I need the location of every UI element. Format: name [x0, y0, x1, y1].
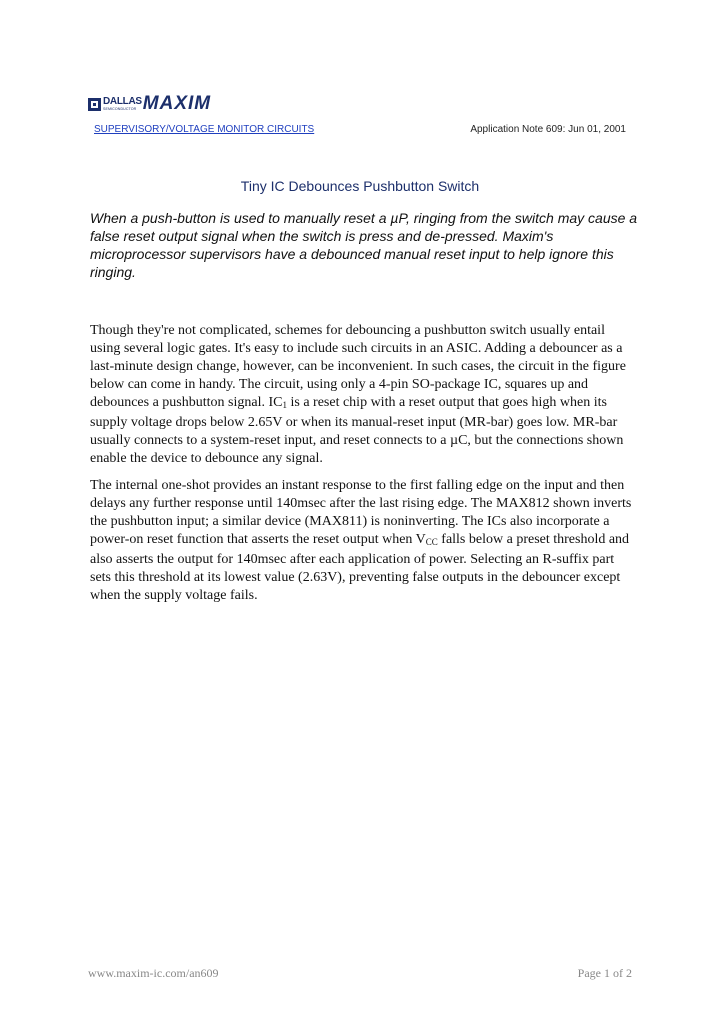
paragraph-text: The internal one-shot provides an instant response to the first falling edge on the input and then delays any further response until 140msec after the last rising edge. The MAX812 shown inverts the pushbutton input; a similar device (MAX811) is noninverting. The ICs also incorporate a power-on reset function that asserts the reset output when V: [90, 478, 632, 547]
footer-url: www.maxim-ic.com/an609: [88, 966, 219, 980]
paragraph-text: Though they're not complicated, schemes for debouncing a pushbutton switch usually entail using several logic gates. It's easy to include such circuits in an ASIC. Adding a debouncer as a last-minute design change, however, can be inconvenient. In such cases, the circuit in the figure below can come in handy. The circuit, using only a 4-pin SO-package IC, squares up and debounces a pushbutton signal. IC: [90, 323, 626, 410]
page-number: Page 1 of 2: [577, 966, 632, 980]
dallas-name: DALLAS: [103, 95, 142, 107]
article-abstract: When a push-button is used to manually reset a µP, ringing from the switch may cause a false reset output signal when the switch is press and de-pressed. Maxim's microprocessor supervisors have a debounced manual reset input to help ignore this ringing.: [90, 210, 638, 280]
company-logo: [88, 95, 211, 113]
dallas-subtitle: SEMICONDUCTOR: [103, 106, 137, 111]
paragraph-text: falls below a preset threshold and also asserts the output for 140msec after each application of power. Selecting an R-suffix part sets this threshold at its lowest value (2.63V), preventing false outputs in the debouncer except when the supply voltage fails.: [90, 532, 630, 603]
subscript: 1: [282, 400, 287, 410]
subscript: CC: [425, 537, 438, 547]
app-note-info: Application Note 609: Jun 01, 2001: [470, 124, 626, 135]
body-paragraph-1: [90, 322, 636, 468]
paragraph-text: is a reset chip with a reset output that goes high when its supply voltage drops below 2.65V or when its manual-reset input (MR-bar) goes low. MR-bar usually connects to a system-reset input, and reset connects to a µC, but the connections shown enable the device to debounce any signal.: [90, 395, 624, 466]
dallas-logo-icon: [88, 98, 101, 111]
dallas-wordmark: [103, 97, 142, 112]
article-title: Tiny IC Debounces Pushbutton Switch: [240, 178, 480, 194]
body-paragraph-2: [90, 477, 636, 605]
maxim-wordmark: MAXIM: [142, 93, 212, 114]
category-link[interactable]: SUPERVISORY/VOLTAGE MONITOR CIRCUITS: [94, 124, 315, 135]
